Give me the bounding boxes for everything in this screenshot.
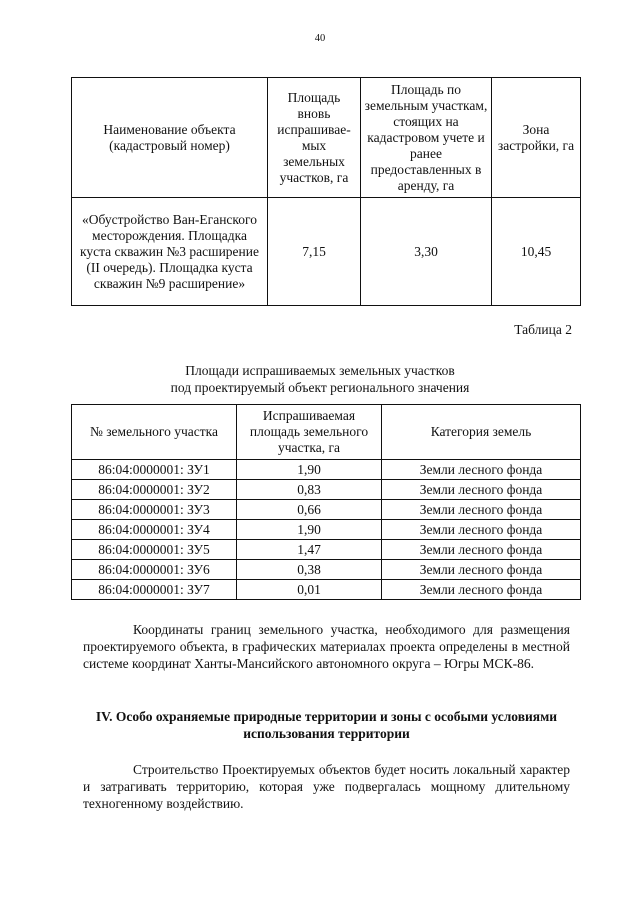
plot-number-cell: 86:04:0000001: ЗУ1	[72, 460, 237, 480]
column-header-registered-area: Площадь по земельным участкам, стоящих на кадастровом учете и ранее предоставленных в аренду, га	[361, 78, 492, 198]
plot-area-cell: 1,90	[237, 460, 382, 480]
plot-area-cell: 0,38	[237, 560, 382, 580]
land-plots-table	[71, 404, 581, 600]
plot-number-cell: 86:04:0000001: ЗУ3	[72, 500, 237, 520]
plot-area-cell: 0,66	[237, 500, 382, 520]
plot-number-cell: 86:04:0000001: ЗУ7	[72, 580, 237, 600]
table-header-row	[72, 405, 581, 460]
table-row	[72, 520, 581, 540]
column-header-land-category: Категория земель	[382, 405, 581, 460]
construction-paragraph: Строительство Проектируемых объектов будет носить локальный характер и затрагивать территорию, которая уже подвергалась мощному длительному техногенному воздействию.	[83, 762, 570, 811]
table-row	[72, 460, 581, 480]
table-header-row	[72, 78, 581, 198]
column-header-plot-number: № земельного участка	[72, 405, 237, 460]
land-category-cell: Земли лесного фонда	[382, 460, 581, 480]
plot-area-cell: 1,47	[237, 540, 382, 560]
development-zone-cell: 10,45	[492, 198, 581, 306]
table-title-line: под проектируемый объект регионального значения	[170, 380, 470, 395]
table-title	[0, 362, 640, 396]
plot-number-cell: 86:04:0000001: ЗУ5	[72, 540, 237, 560]
plot-area-cell: 1,90	[237, 520, 382, 540]
table-row	[72, 198, 581, 306]
column-header-plot-area: Испрашиваемая площадь земельного участка, га	[237, 405, 382, 460]
page-number: 40	[314, 33, 326, 44]
land-category-cell: Земли лесного фонда	[382, 540, 581, 560]
plot-area-cell: 0,01	[237, 580, 382, 600]
column-header-object-name: Наименование объекта (кадастровый номер)	[72, 78, 268, 198]
table-caption: Таблица 2	[514, 322, 572, 337]
table-row	[72, 540, 581, 560]
land-category-cell: Земли лесного фонда	[382, 580, 581, 600]
table-row	[72, 500, 581, 520]
plot-number-cell: 86:04:0000001: ЗУ6	[72, 560, 237, 580]
table-row	[72, 560, 581, 580]
land-category-cell: Земли лесного фонда	[382, 480, 581, 500]
table-row	[72, 480, 581, 500]
plot-number-cell: 86:04:0000001: ЗУ2	[72, 480, 237, 500]
column-header-development-zone: Зона застройки, га	[492, 78, 581, 198]
section-heading: IV. Особо охраняемые природные территории и зоны с особыми условиями использования территории	[95, 709, 558, 741]
table-row	[72, 580, 581, 600]
land-category-cell: Земли лесного фонда	[382, 520, 581, 540]
plot-number-cell: 86:04:0000001: ЗУ4	[72, 520, 237, 540]
coordinates-paragraph: Координаты границ земельного участка, необходимого для размещения проектируемого объекта, в графических материалах проекта определены в местной системе координат Ханты-Мансийского автономного округа – Югры МСК-86.	[83, 622, 570, 671]
column-header-new-area: Площадь вновь испрашивае-мых земельных участков, га	[268, 78, 361, 198]
new-area-cell: 7,15	[268, 198, 361, 306]
registered-area-cell: 3,30	[361, 198, 492, 306]
table-title-line: Площади испрашиваемых земельных участков	[185, 363, 455, 378]
object-area-table	[71, 77, 581, 306]
plot-area-cell: 0,83	[237, 480, 382, 500]
object-name-cell: «Обустройство Ван-Еганского месторождения. Площадка куста скважин №3 расширение (II очередь). Площадка куста скважин №9 расширение»	[72, 198, 268, 306]
land-category-cell: Земли лесного фонда	[382, 560, 581, 580]
land-category-cell: Земли лесного фонда	[382, 500, 581, 520]
